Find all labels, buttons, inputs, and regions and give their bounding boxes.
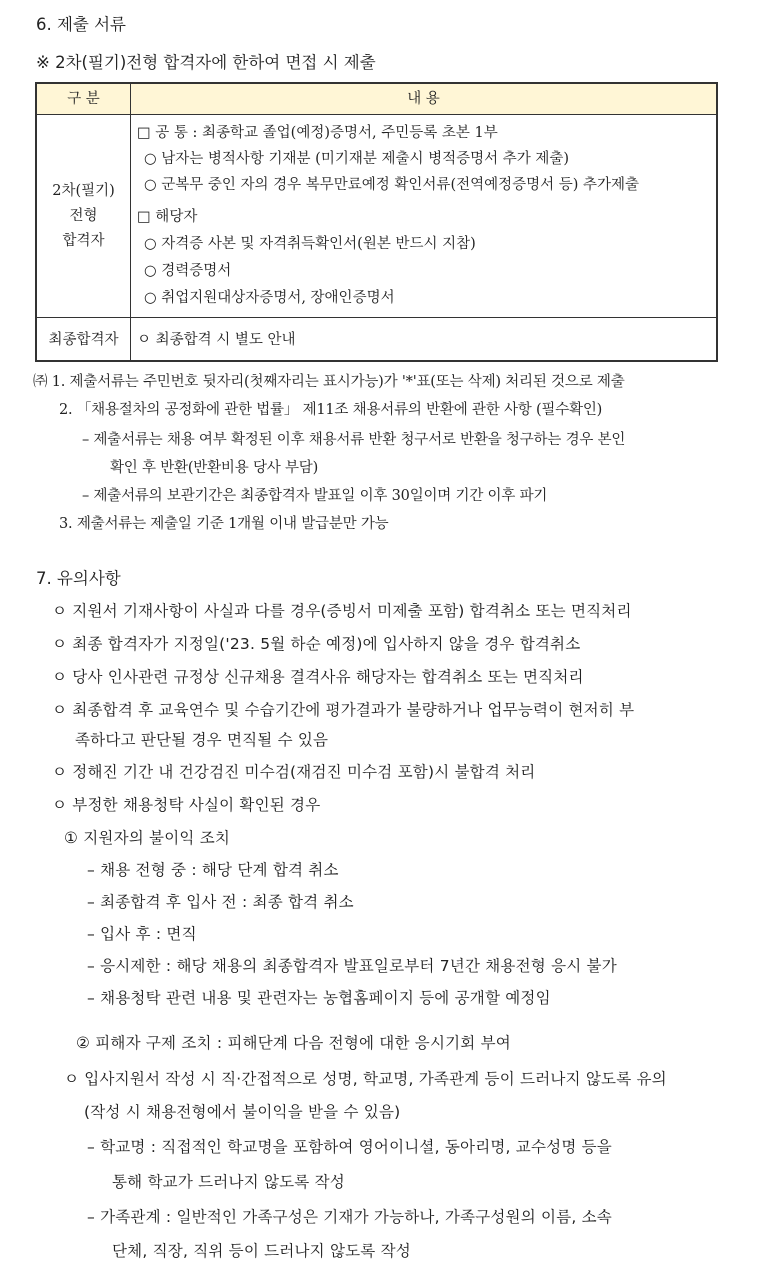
- caution-line: – 채용 전형 중 : 해당 단계 합격 취소: [87, 861, 339, 879]
- caution-line: – 학교명 : 직접적인 학교명을 포함하여 영어이니셜, 동아리명, 교수성명 등을: [87, 1138, 612, 1156]
- caution-line: (작성 시 채용전형에서 불이익을 받을 수 있음): [84, 1103, 401, 1121]
- caution-line: – 응시제한 : 해당 채용의 최종합격자 발표일로부터 7년간 채용전형 응시 불가: [87, 957, 617, 975]
- note-line: 확인 후 반환(반환비용 당사 부담): [110, 460, 319, 476]
- row2-label: 최종합격자: [48, 332, 119, 348]
- header-content: 내 용: [407, 91, 440, 107]
- caution-line: ㅇ 지원서 기재사항이 사실과 다를 경우(증빙서 미제출 포함) 합격취소 또는 면직처리: [52, 602, 632, 620]
- section7-title: 7. 유의사항: [36, 569, 121, 588]
- row1-label-1: 2차(필기): [52, 183, 115, 199]
- caution-line: – 채용청탁 관련 내용 및 관련자는 농협홈페이지 등에 공개할 예정임: [87, 989, 551, 1007]
- documents-table: [35, 82, 718, 362]
- note-line: 2. 「채용절차의 공정화에 관한 법률」 제11조 채용서류의 반환에 관한 사항 (필수확인): [59, 402, 603, 418]
- section6-title: 6. 제출 서류: [36, 15, 126, 34]
- row1-line: □ 공 통 : 최종학교 졸업(예정)증명서, 주민등록 초본 1부: [137, 125, 498, 141]
- caution-line: ① 지원자의 불이익 조치: [64, 829, 231, 847]
- caution-line: – 입사 후 : 면직: [87, 925, 197, 943]
- row1-line: ○ 경력증명서: [144, 263, 232, 279]
- caution-line: – 최종합격 후 입사 전 : 최종 합격 취소: [87, 893, 354, 911]
- row1-line: ○ 자격증 사본 및 자격취득확인서(원본 반드시 지참): [144, 236, 476, 252]
- note-line: 3. 제출서류는 제출일 기준 1개월 이내 발급분만 가능: [59, 516, 389, 532]
- caution-line: – 가족관계 : 일반적인 가족구성은 기재가 가능하나, 가족구성원의 이름, 소속: [87, 1208, 612, 1226]
- section6-note: ※ 2차(필기)전형 합격자에 한하여 면접 시 제출: [36, 53, 376, 72]
- row2-text: ㅇ 최종합격 시 별도 안내: [137, 332, 296, 348]
- row1-label-3: 합격자: [62, 233, 105, 249]
- note-line: – 제출서류의 보관기간은 최종합격자 발표일 이후 30일이며 기간 이후 파기: [82, 488, 548, 504]
- caution-line: ㅇ 당사 인사관련 규정상 신규채용 결격사유 해당자는 합격취소 또는 면직처리: [52, 668, 584, 686]
- caution-line: ㅇ 정해진 기간 내 건강검진 미수검(재검진 미수검 포함)시 불합격 처리: [52, 763, 536, 781]
- row1-line: ○ 남자는 병적사항 기재분 (미기재분 제출시 병적증명서 추가 제출): [144, 151, 570, 167]
- row1-line: ○ 취업지원대상자증명서, 장애인증명서: [144, 290, 395, 306]
- header-category: 구 분: [67, 91, 100, 107]
- caution-line: ㅇ 부정한 채용청탁 사실이 확인된 경우: [52, 796, 321, 814]
- note-line: – 제출서류는 채용 여부 확정된 이후 채용서류 반환 청구서로 반환을 청구하는 경우 본인: [82, 432, 626, 448]
- caution-line: 통해 학교가 드러나지 않도록 작성: [112, 1173, 345, 1191]
- note-line: ㈜ 1. 제출서류는 주민번호 뒷자리(첫째자리는 표시가능)가 '*'표(또는 삭제) 처리된 것으로 제출: [33, 374, 625, 390]
- caution-line: 족하다고 판단될 경우 면직될 수 있음: [75, 731, 329, 749]
- caution-line: ② 피해자 구제 조치 : 피해단계 다음 전형에 대한 응시기회 부여: [76, 1034, 511, 1052]
- caution-line: 단체, 직장, 직위 등이 드러나지 않도록 작성: [112, 1242, 411, 1260]
- row1-line: ○ 군복무 중인 자의 경우 복무만료예정 확인서류(전역예정증명서 등) 추가제출: [144, 177, 640, 193]
- caution-line: ㅇ 최종 합격자가 지정일('23. 5월 하순 예정)에 입사하지 않을 경우 합격취소: [52, 635, 581, 653]
- row1-label-2: 전형: [69, 208, 98, 224]
- caution-line: ㅇ 최종합격 후 교육연수 및 수습기간에 평가결과가 불량하거나 업무능력이 현저히 부: [52, 701, 635, 719]
- row1-line: □ 해당자: [137, 209, 198, 225]
- caution-line: ㅇ 입사지원서 작성 시 직·간접적으로 성명, 학교명, 가족관계 등이 드러나지 않도록 유의: [64, 1070, 667, 1088]
